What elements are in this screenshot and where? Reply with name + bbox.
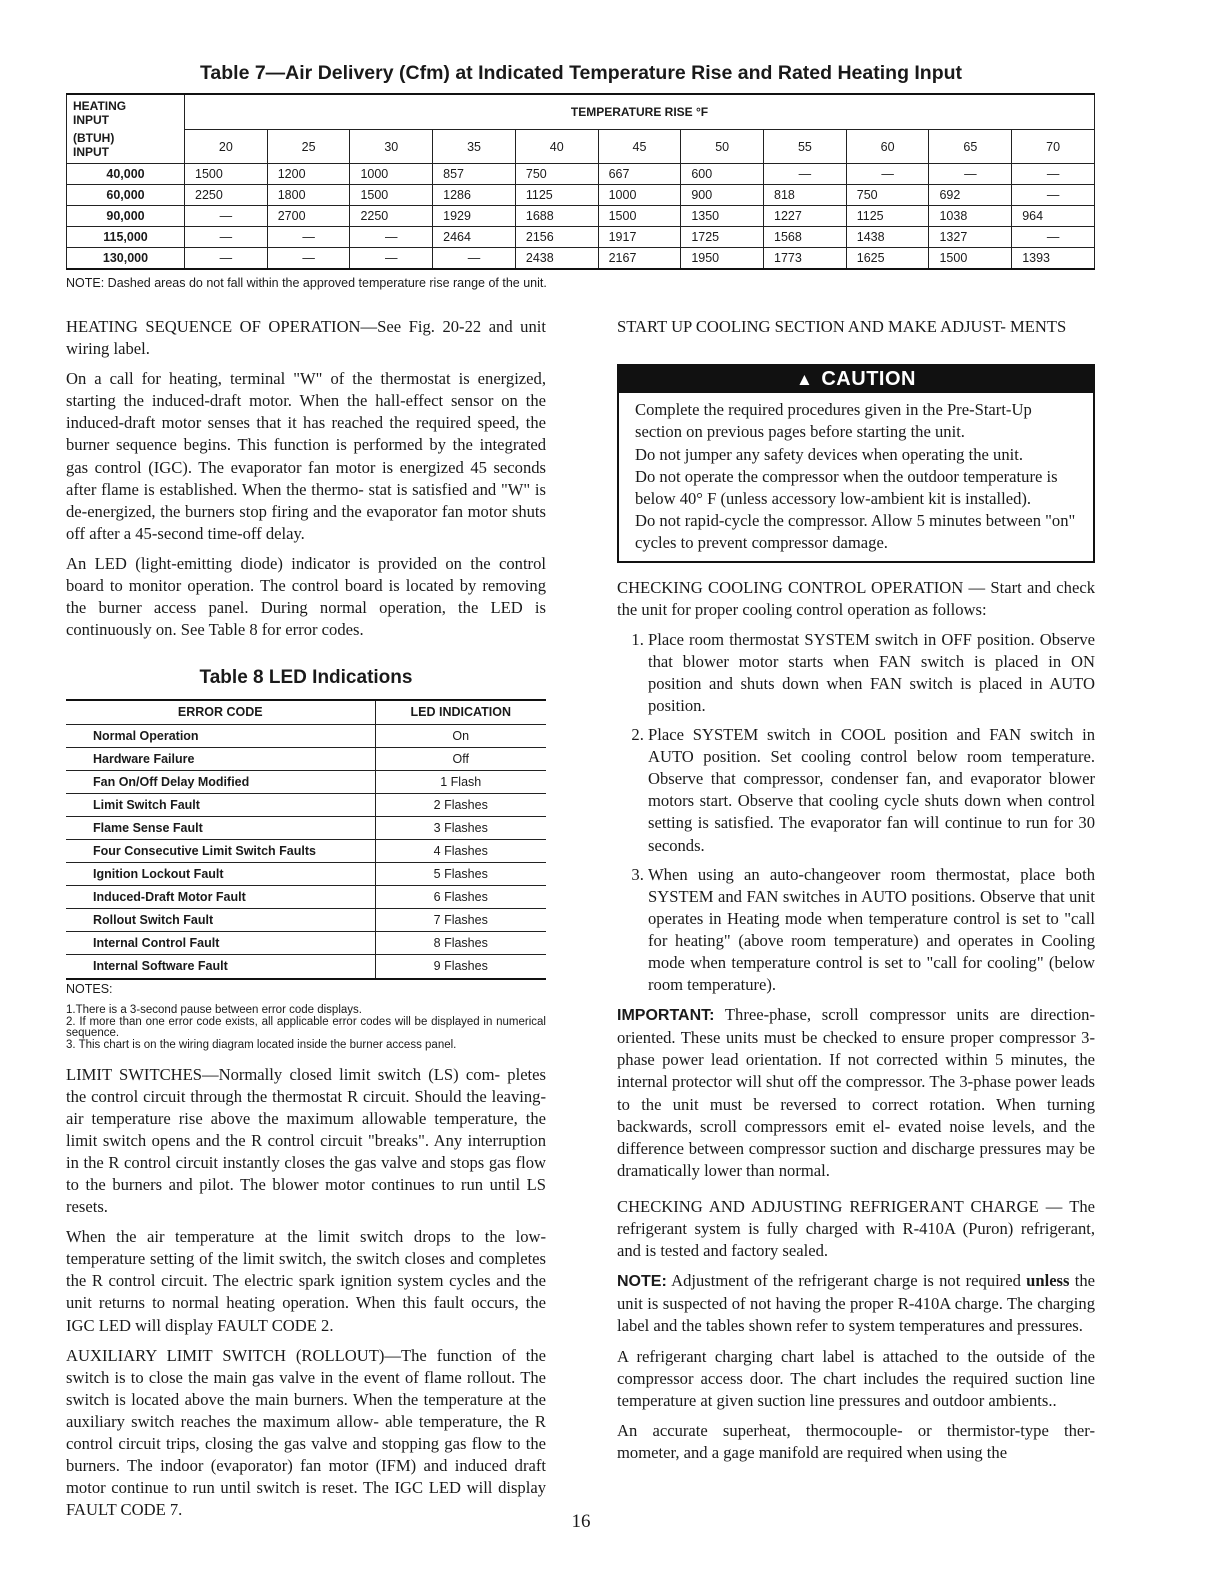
table7-rise-column-header: 25	[267, 130, 350, 164]
table8-col-error-code: ERROR CODE	[66, 700, 375, 724]
table7-cell: 1688	[515, 206, 598, 227]
heating-call-paragraph: On a call for heating, terminal "W" of the thermostat is energized, starting the induced-draft motor. When the hall-effect sensor on the induced-draft motor senses that it has reached the required speed, the burner sequence begins. This function is performed by the integrated gas control (IGC). The evaporator fan motor is energized 45 seconds after flame is established. When the thermo- stat is satisfied and "W" is de-energized, the burners stop firing and the evaporator fan motor shuts off after a 45-second time-off delay.	[66, 369, 546, 543]
table8-row	[66, 816, 546, 839]
table7-cell: —	[764, 164, 847, 185]
table8-led-indication: Off	[375, 747, 546, 770]
table8-led-indication: 8 Flashes	[375, 932, 546, 955]
table7-row	[67, 227, 1095, 248]
checking-cooling-paragraph: CHECKING COOLING CONTROL OPERATION — Start and check the unit for proper cooling control operation as follows:	[617, 577, 1095, 619]
table7-rise-column-header: 30	[350, 130, 433, 164]
table7-cell: 964	[1012, 206, 1095, 227]
table7-cell: —	[1012, 185, 1095, 206]
table8-led-indication: 3 Flashes	[375, 816, 546, 839]
table7-cell: —	[433, 248, 516, 270]
cooling-check-steps	[617, 629, 1095, 997]
table8-error-code: Hardware Failure	[66, 747, 375, 770]
important-paragraph	[617, 1004, 1095, 1182]
table7-cell: 2438	[515, 248, 598, 270]
table7-row-input: 115,000	[67, 227, 185, 248]
caution-line: Do not rapid-cycle the compressor. Allow 5 minutes between "on" cycles to prevent compressor damage.	[635, 511, 1076, 553]
header-line: (BTUH)	[73, 131, 115, 145]
limit-switch-reset-paragraph: When the air temperature at the limit switch drops to the low-temperature setting of the limit switch, the switch closes and completes the R control circuit. The electric spark ignition system cycles and the unit returns to normal heating operation. When this fault occurs, the IGC LED will display FAULT CODE 2.	[66, 1227, 546, 1335]
table8-note-1: 1.There is a 3-second pause between error code displays.	[66, 1004, 362, 1017]
table7-cell: 1568	[764, 227, 847, 248]
table7-cell: —	[267, 227, 350, 248]
header-line: HEATING	[73, 99, 127, 113]
auxiliary-limit-switch-paragraph: AUXILIARY LIMIT SWITCH (ROLLOUT)—The function of the switch is to close the main gas valve in the event of flame rollout. The switch is located above the main burners. When the temperature at the auxiliary switch reaches the maximum allow- able temperature, the R control circuit trips, closing the gas valve and stopping gas flow to the burners. The indoor (evaporator) fan motor (IFM) and induced draft motor continue to run until switch is reset. The IGC LED will display FAULT CODE 7.	[66, 1345, 546, 1520]
table7-cell: 1125	[515, 185, 598, 206]
table7-cell: 750	[515, 164, 598, 185]
table7-cell: 1000	[350, 164, 433, 185]
table8-led-indication: On	[375, 724, 546, 747]
table8-row	[66, 909, 546, 932]
led-indicator-paragraph: An LED (light-emitting diode) indicator is provided on the control board to monitor operation. The control board is located by removing the burner access panel. During normal operation, the LED is continuously on. See Table 8 for error codes.	[66, 553, 546, 640]
table7-row	[67, 164, 1095, 185]
table8-notes-title: NOTES:	[66, 981, 113, 996]
note-label: NOTE:	[617, 1273, 667, 1291]
charge-note-paragraph	[617, 1270, 1095, 1337]
table7-cell: 750	[846, 185, 929, 206]
table7-row	[67, 248, 1095, 270]
table8-error-code: Limit Switch Fault	[66, 793, 375, 816]
table7-rise-column-header: 55	[764, 130, 847, 164]
table7-cell: —	[185, 248, 268, 270]
table8-row	[66, 793, 546, 816]
note-text-1: Adjustment of the refrigerant charge is not required	[666, 1271, 1027, 1291]
table8-led-indication: 2 Flashes	[375, 793, 546, 816]
caution-text	[619, 393, 1093, 560]
table8-note-2: 2. If more than one error code exists, all applicable error codes will be displayed in numerical sequence.	[66, 1015, 546, 1040]
table7-cell: 1286	[433, 185, 516, 206]
refrigerant-charge-paragraph: CHECKING AND ADJUSTING REFRIGERANT CHARGE — The refrigerant system is fully charged with R-410A (Puron) refrigerant, and is tested and factory sealed.	[617, 1196, 1095, 1261]
caution-line: Complete the required procedures given in the Pre-Start-Up section on previous pages before starting the unit.	[635, 400, 1032, 442]
table7-row-input: 40,000	[67, 164, 185, 185]
table7-cell: 1725	[681, 227, 764, 248]
table7-cell: —	[1012, 164, 1095, 185]
table7-cell: 1500	[598, 206, 681, 227]
caution-line: Do not operate the compressor when the outdoor temperature is below 40° F (unless accessory low-ambient kit is installed).	[635, 466, 1058, 508]
table8-title: Table 8 LED Indications	[199, 667, 413, 689]
table7-cell: —	[1012, 227, 1095, 248]
table7-cell: 1327	[929, 227, 1012, 248]
caution-label: CAUTION	[821, 368, 916, 391]
table8-error-code: Four Consecutive Limit Switch Faults	[66, 839, 375, 862]
table7-cell: 1500	[185, 164, 268, 185]
table8-led-indication: 6 Flashes	[375, 886, 546, 909]
table7-cell: 2250	[350, 206, 433, 227]
table7-air-delivery	[66, 93, 1095, 270]
important-label: IMPORTANT:	[617, 1007, 715, 1025]
table8-note-3: 3. This chart is on the wiring diagram located inside the burner access panel.	[66, 1038, 457, 1051]
table8-error-code: Induced-Draft Motor Fault	[66, 886, 375, 909]
caution-box	[617, 364, 1095, 562]
table7-row	[67, 185, 1095, 206]
note-text-2: the unit is suspected of not having the proper R-410A charge. The charging label and the tables shown refer to system temperatures and pressures.	[617, 1271, 1096, 1336]
table7-cell: —	[267, 248, 350, 270]
table7-cell: 1393	[1012, 248, 1095, 270]
table7-cell: 1773	[764, 248, 847, 270]
table7-rise-column-header: 50	[681, 130, 764, 164]
table7-cell: 1350	[681, 206, 764, 227]
table7-cell: 2250	[185, 185, 268, 206]
step-item: 2. Place SYSTEM switch in COOL position and FAN switch in AUTO position. Set cooling control below room temperature. Observe that compressor, condenser fan, and evaporator blower motors start. Observe that cooling cycle shuts down when control setting is satisfied. The evaporator fan will continue to run for 30 seconds.	[648, 724, 1095, 857]
table7-rise-column-header: 70	[1012, 130, 1095, 164]
table7-row-input: 60,000	[67, 185, 185, 206]
table7-cell: 857	[433, 164, 516, 185]
table7-cell: 667	[598, 164, 681, 185]
table8-led-indication: 4 Flashes	[375, 839, 546, 862]
left-column	[66, 316, 546, 1529]
table8-led-indication: 1 Flash	[375, 770, 546, 793]
important-text: Three-phase, scroll compressor units are direction-oriented. These units must be checked to ensure proper compressor 3-phase power lead orientation. If not corrected within 5 minutes, the internal protector will shut off the compressor. The 3-phase power leads to the unit must be reversed to correct rotation. When turning backwards, scroll compressors emit el- evated noise levels, and the difference between compressor suction and discharge pressures may be dramatically lower than normal.	[617, 1005, 1095, 1180]
table7-cell: 1125	[846, 206, 929, 227]
table7-cell: —	[350, 227, 433, 248]
table7-cell: 1200	[267, 164, 350, 185]
caution-line: Do not jumper any safety devices when operating the unit.	[635, 444, 1024, 464]
table7-rise-column-header: 40	[515, 130, 598, 164]
table7-cell: 2700	[267, 206, 350, 227]
warning-triangle-icon: ▲	[796, 370, 814, 390]
table7-cell: 818	[764, 185, 847, 206]
limit-switches-paragraph: LIMIT SWITCHES—Normally closed limit switch (LS) com- pletes the control circuit through the thermostat R circuit. Should the leaving-air temperature rise above the maximum allowable temperature, the limit switch opens and the R control circuit "breaks". Any interruption in the R control circuit instantly closes the gas valve and stops gas flow to the burners and pilot. The blower motor continues to run until LS resets.	[66, 1064, 546, 1217]
table8-error-code: Flame Sense Fault	[66, 816, 375, 839]
table7-cell: 1625	[846, 248, 929, 270]
table7-cell: 2156	[515, 227, 598, 248]
table7-cell: 1038	[929, 206, 1012, 227]
table8-notes	[66, 981, 546, 1052]
table8-led-indication: 5 Flashes	[375, 863, 546, 886]
table7-cell: 1438	[846, 227, 929, 248]
heating-sequence-heading-paragraph: HEATING SEQUENCE OF OPERATION—See Fig. 20-22 and unit wiring label.	[66, 317, 546, 359]
table7-temperature-rise-header: TEMPERATURE RISE °F	[185, 94, 1095, 130]
table8-row	[66, 886, 546, 909]
table7-cell: 600	[681, 164, 764, 185]
thermometer-paragraph: An accurate superheat, thermocouple- or thermistor-type ther- mometer, and a gage manifold are required when using the	[617, 1420, 1095, 1462]
table8-error-code: Rollout Switch Fault	[66, 909, 375, 932]
cooling-startup-heading: START UP COOLING SECTION AND MAKE ADJUST- MENTS	[617, 317, 1067, 336]
table8-row	[66, 863, 546, 886]
table8-row	[66, 747, 546, 770]
table8-led-indications	[66, 699, 546, 979]
table8-row	[66, 839, 546, 862]
table7-cell: —	[185, 227, 268, 248]
table7-cell: —	[185, 206, 268, 227]
table8-led-indication: 9 Flashes	[375, 955, 546, 979]
table7-rise-column-header: 35	[433, 130, 516, 164]
table7-cell: 1917	[598, 227, 681, 248]
table7-note: NOTE: Dashed areas do not fall within the approved temperature rise range of the unit.	[66, 276, 547, 290]
step-item: 1. Place room thermostat SYSTEM switch in OFF position. Observe that blower motor starts when FAN switch is placed in ON position and shuts down when FAN switch is placed in AUTO position.	[648, 629, 1095, 717]
table7-heading-input-header	[67, 94, 185, 164]
table7-cell: 692	[929, 185, 1012, 206]
table7-cell: 900	[681, 185, 764, 206]
note-unless: unless	[1026, 1271, 1070, 1291]
table7-cell: 1500	[929, 248, 1012, 270]
table8-error-code: Ignition Lockout Fault	[66, 863, 375, 886]
table7-rise-column-header: 20	[185, 130, 268, 164]
table7-title: Table 7—Air Delivery (Cfm) at Indicated Temperature Rise and Rated Heating Input	[199, 62, 963, 84]
table7-row-input: 90,000	[67, 206, 185, 227]
charging-label-paragraph: A refrigerant charging chart label is attached to the outside of the compressor access door. The chart includes the required suction line temperature at given suction line pressures and outdoor ambients..	[617, 1346, 1095, 1410]
table8-error-code: Internal Software Fault	[66, 955, 375, 979]
table8-error-code: Internal Control Fault	[66, 932, 375, 955]
table7-cell: 2167	[598, 248, 681, 270]
table8-error-code: Fan On/Off Delay Modified	[66, 770, 375, 793]
table7-row-input: 130,000	[67, 248, 185, 270]
table7-cell: 1950	[681, 248, 764, 270]
table7-cell: 1800	[267, 185, 350, 206]
table8-row	[66, 724, 546, 747]
caution-banner	[619, 366, 1093, 393]
right-column	[617, 316, 1095, 1472]
table7-rise-column-header: 65	[929, 130, 1012, 164]
table7-cell: —	[929, 164, 1012, 185]
table7-cell: 2464	[433, 227, 516, 248]
table8-row	[66, 955, 546, 979]
header-line: INPUT	[73, 113, 109, 127]
table7-cell: 1500	[350, 185, 433, 206]
page-number: 16	[571, 1511, 591, 1532]
table8-row	[66, 770, 546, 793]
table8-col-led-indication: LED INDICATION	[375, 700, 546, 724]
table8-row	[66, 932, 546, 955]
step-item: 3. When using an auto-changeover room thermostat, place both SYSTEM and FAN switches in AUTO positions. Observe that unit operates in Heating mode when temperature control is set to "call for heating" (above room temperature) and operates in Cooling mode when temperature control is set to "call for cooling" (below room temperature).	[648, 864, 1095, 997]
table7-cell: —	[350, 248, 433, 270]
table8-error-code: Normal Operation	[66, 724, 375, 747]
table7-cell: 1227	[764, 206, 847, 227]
table7-row	[67, 206, 1095, 227]
table7-rise-column-header: 60	[846, 130, 929, 164]
table7-cell: 1929	[433, 206, 516, 227]
table8-led-indication: 7 Flashes	[375, 909, 546, 932]
header-line: INPUT	[73, 145, 109, 159]
table7-cell: —	[846, 164, 929, 185]
table7-cell: 1000	[598, 185, 681, 206]
table7-rise-column-header: 45	[598, 130, 681, 164]
